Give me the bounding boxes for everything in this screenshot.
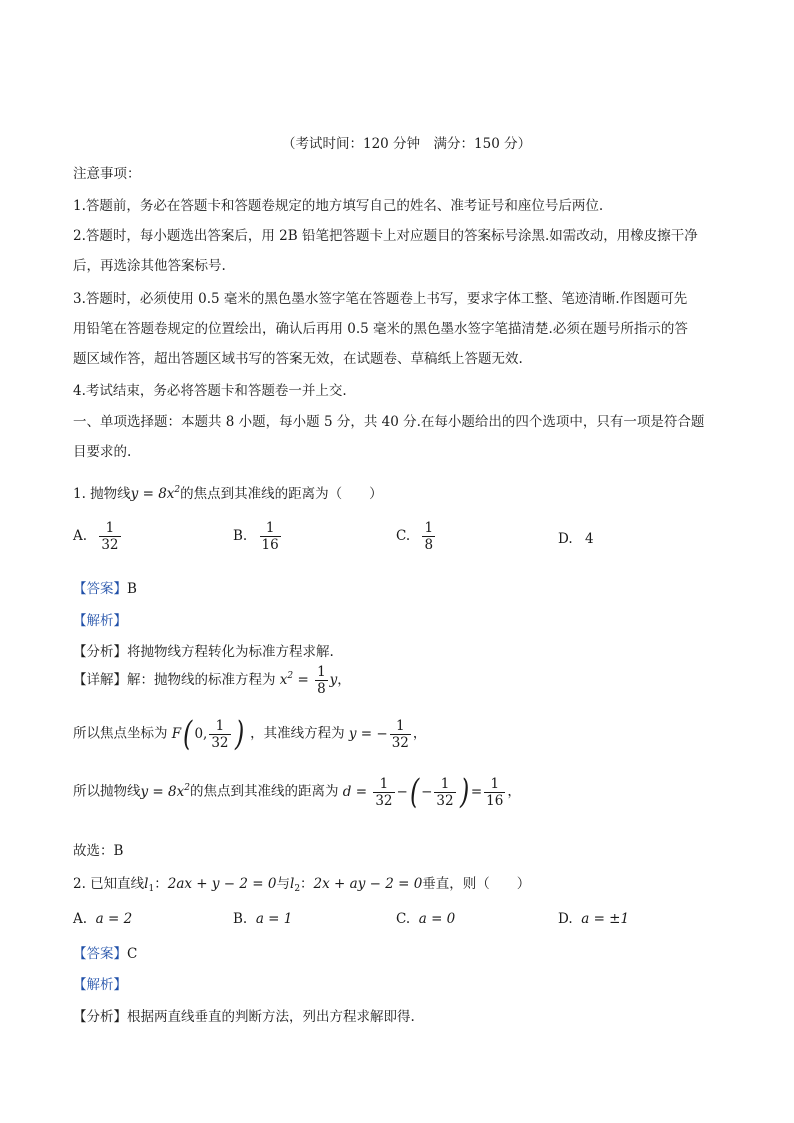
distance-text-1: 所以抛物线 [73, 783, 141, 800]
distance-inner-minus: − [421, 783, 433, 800]
option-c-denominator: 8 [424, 537, 434, 553]
option-a-value: a = 2 [95, 911, 133, 927]
standard-equation [279, 664, 338, 697]
focus-F: F [171, 725, 182, 742]
right-paren-icon: ) [459, 772, 469, 812]
option-a-fraction [99, 520, 120, 553]
and-word: 与 [276, 876, 290, 892]
exam-info: （考试时间：120 分钟 满分：150 分） [282, 136, 532, 152]
std-end: ， [337, 672, 351, 688]
std-equals: = [293, 672, 314, 688]
line-2-equation: 2x + ay − 2 = 0 [313, 876, 423, 892]
note-2-line2: 后，再选涂其他答案标号. [73, 258, 226, 274]
option-b-denominator: 16 [261, 537, 279, 553]
question-1-stem [73, 482, 383, 502]
distance-fraction-2 [434, 776, 455, 809]
note-1: 1.答题前，务必在答题卡和答题卷规定的地方填写自己的姓名、准考证号和座位号后两位. [73, 198, 604, 214]
analysis-tag: 【解析】 [73, 977, 127, 993]
question-2-option-b[interactable] [233, 911, 292, 927]
l2-subscript: 2 [294, 884, 301, 894]
question-1-option-a[interactable] [73, 520, 123, 553]
question-1-distance [73, 772, 521, 812]
option-b-numerator: 1 [265, 520, 275, 536]
section-heading-line1: 一、单项选择题：本题共 8 小题，每小题 5 分，共 40 分.在每小题给出的四个选项中，只有一项是符合题 [73, 414, 705, 430]
answer-value: B [127, 581, 137, 597]
question-1-analysis [73, 609, 127, 629]
distance-end: ， [507, 783, 521, 800]
std-var: y [329, 672, 338, 688]
question-1-equation [131, 486, 180, 502]
question-1-focus [73, 714, 427, 754]
std-denominator: 8 [317, 681, 326, 697]
option-c-fraction [422, 520, 435, 553]
distance-denominator-3: 16 [486, 792, 504, 809]
focus-denominator: 32 [211, 734, 229, 751]
focus-text: 所以焦点坐标为 [73, 725, 168, 742]
distance-denominator-1: 32 [375, 792, 393, 809]
note-3-line2: 用铅笔在答题卷规定的位置绘出，确认后再用 0.5 毫米的黑色墨水签字笔描清楚.必须在题号所指示的答 [73, 321, 688, 337]
option-b-label: B. [233, 528, 248, 544]
line-l2 [290, 876, 300, 892]
option-c-label: C. [396, 911, 411, 927]
option-a-numerator: 1 [105, 520, 115, 536]
distance-minus: − [396, 783, 408, 800]
l2-symbol: l [289, 876, 295, 892]
distance-parabola-body: y = 8x [140, 783, 185, 800]
question-1-equation-exponent: 2 [174, 485, 181, 495]
distance-text-2: 的焦点到其准线的距离为 [189, 783, 339, 800]
note-2-line1: 2.答题时，每小题选出答案后，用 2B 铅笔把答题卡上对应题目的答案标号涂黑.如需改动，用橡皮擦干净 [73, 228, 698, 244]
note-4: 4.考试结束，务必将答题卡和答题卷一并上交. [73, 383, 347, 399]
distance-parabola-exponent: 2 [184, 782, 190, 793]
left-paren-icon: ( [409, 772, 420, 812]
option-a-label: A. [73, 528, 88, 544]
std-fraction [315, 664, 328, 697]
directrix-text: ，其准线方程为 [250, 725, 345, 742]
question-1-detail [73, 664, 351, 697]
fenxi-text: 将抛物线方程转化为标准方程求解. [127, 644, 334, 660]
directrix-end: ， [412, 725, 427, 742]
fenxi-tag: 【分析】 [73, 1009, 127, 1025]
std-exponent: 2 [287, 671, 294, 681]
note-3-line3: 题区域作答，超出答题区域书写的答案无效，在试题卷、草稿纸上答题无效. [73, 351, 523, 367]
question-2-suffix: 垂直，则（ ） [422, 876, 531, 892]
question-2-option-a[interactable] [73, 911, 132, 927]
line-l1 [144, 876, 154, 892]
question-1-option-c[interactable] [396, 520, 437, 553]
colon-1: ： [154, 876, 168, 892]
distance-fraction-3 [484, 776, 505, 809]
distance-equals: = [470, 783, 483, 800]
option-d-label: D. [558, 911, 573, 927]
std-lhs: x [279, 672, 288, 688]
question-1-fenxi [73, 640, 334, 660]
line-1-equation: 2ax + y − 2 = 0 [167, 876, 277, 892]
focus-fraction [209, 718, 230, 751]
colon-2: ： [300, 876, 314, 892]
option-b-label: B. [233, 911, 248, 927]
question-2-option-d[interactable] [558, 911, 629, 927]
right-paren-icon: ) [234, 714, 244, 754]
focus-point [171, 714, 246, 754]
question-1-answer [73, 577, 137, 597]
std-numerator: 1 [317, 664, 326, 680]
option-b-value: a = 1 [255, 911, 293, 927]
detail-tag: 【详解】 [73, 672, 127, 688]
distance-parabola [141, 784, 190, 800]
answer-value: C [127, 946, 138, 962]
directrix-numerator: 1 [396, 717, 405, 734]
left-paren-icon: ( [183, 714, 193, 754]
option-d-value: a = ±1 [581, 911, 630, 927]
question-2-option-c[interactable] [396, 911, 455, 927]
option-b-fraction [260, 520, 281, 553]
question-2-fenxi [73, 1005, 415, 1025]
option-a-denominator: 32 [101, 537, 119, 553]
section-heading-line2: 目要求的. [73, 444, 132, 460]
option-d-label: D. [558, 531, 573, 547]
note-3-line1: 3.答题时，必须使用 0.5 毫米的黑色墨水签字笔在答题卷上书写，要求字体工整、笔迹清晰.作图题可先 [73, 291, 688, 307]
distance-denominator-2: 32 [436, 792, 454, 809]
distance-d: d = [342, 783, 372, 800]
directrix-equation [348, 717, 413, 751]
option-c-value: a = 0 [418, 911, 456, 927]
question-1-option-d[interactable] [558, 531, 594, 547]
question-2-prefix: 2. 已知直线 [73, 876, 145, 892]
question-1-suffix: 的焦点到其准线的距离为（ ） [180, 486, 383, 502]
directrix-lhs: y = − [348, 725, 388, 742]
option-a-label: A. [73, 911, 88, 927]
question-1-equation-body: y = 8x [130, 486, 175, 502]
answer-tag: 【答案】 [73, 946, 127, 962]
analysis-tag: 【解析】 [73, 613, 127, 629]
distance-numerator-2: 1 [440, 775, 450, 792]
question-1-prefix: 1. 抛物线 [73, 486, 131, 502]
distance-formula [342, 772, 508, 812]
distance-numerator-1: 1 [379, 775, 389, 792]
question-2-analysis [73, 973, 127, 993]
focus-numerator: 1 [215, 717, 225, 734]
notes-title: 注意事项： [73, 166, 141, 182]
detail-text: 解：抛物线的标准方程为 [127, 672, 276, 688]
option-c-label: C. [396, 528, 411, 544]
l1-symbol: l [144, 876, 149, 892]
fenxi-tag: 【分析】 [73, 644, 127, 660]
question-2-answer [73, 942, 137, 962]
question-2-stem [73, 872, 530, 894]
answer-tag: 【答案】 [73, 581, 127, 597]
directrix-denominator: 32 [391, 734, 409, 751]
question-1-choose: 故选：B [73, 843, 124, 859]
fenxi-text: 根据两直线垂直的判断方法，列出方程求解即得. [127, 1009, 415, 1025]
distance-numerator-3: 1 [490, 775, 500, 792]
option-c-numerator: 1 [424, 520, 434, 536]
question-1-option-b[interactable] [233, 520, 283, 553]
l1-subscript: 1 [148, 884, 155, 894]
focus-x: 0, [194, 725, 208, 742]
directrix-fraction [390, 718, 411, 751]
distance-fraction-1 [373, 776, 394, 809]
option-d-value: 4 [584, 531, 594, 547]
